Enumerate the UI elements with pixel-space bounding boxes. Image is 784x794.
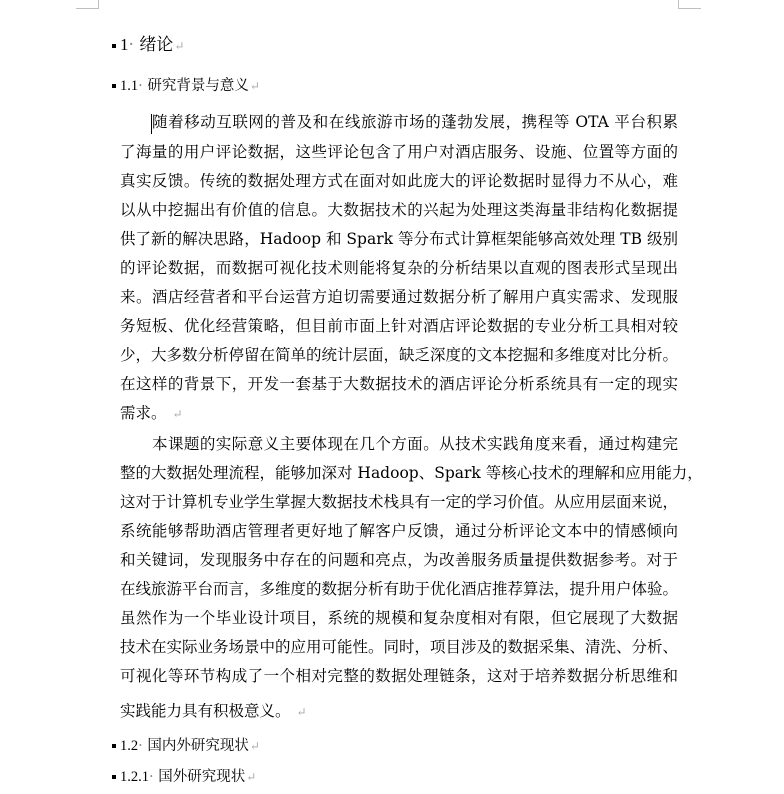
heading-number: 1: [120, 35, 129, 54]
heading-1[interactable]: 1· 绪论↵: [112, 30, 184, 55]
text-line-end: 需求。: [120, 404, 167, 422]
heading-number: 1.1: [120, 78, 139, 94]
page-corner-mark-right: [678, 0, 701, 9]
paragraph-mark-icon: ↵: [296, 705, 307, 719]
text-line-end: 实践能力具有积极意义。: [120, 702, 291, 720]
text-line: 在线旅游平台而言，多维度的数据分析有助于优化酒店推荐算法，提升用户体验。: [120, 580, 679, 598]
heading-title: 国内外研究现状: [147, 738, 249, 754]
text-line: 务短板、优化经营策略，但目前市面上针对酒店评论数据的专业分析工具相对较: [120, 317, 678, 335]
heading-title: 绪论: [139, 35, 174, 55]
text-line: 技术在实际业务场景中的应用可能性。同时，项目涉及的数据采集、清洗、分析、: [120, 638, 679, 656]
heading-title: 研究背景与意义: [147, 78, 249, 94]
paragraph-mark-icon: ↵: [249, 739, 260, 753]
heading-number: 1.2: [120, 738, 139, 754]
heading-1-1[interactable]: 1.1· 研究背景与意义↵: [112, 74, 260, 95]
text-line: 了海量的用户评论数据，这些评论包含了用户对酒店服务、设施、位置等方面的: [120, 143, 678, 161]
text-line: [120, 697, 307, 726]
paragraph-mark-icon: ↵: [174, 39, 185, 53]
text-line: 少，大多数分析停留在简单的统计层面，缺乏深度的文本挖掘和多维度对比分析。: [120, 346, 679, 364]
text-line: 供了新的解决思路，Hadoop 和 Spark 等分布式计算框架能够高效处理 TB 级别: [120, 230, 678, 248]
heading-bullet: [112, 744, 116, 748]
text-line: 整的大数据处理流程，能够加深对 Hadoop、Spark 等核心技术的理解和应用能力，: [120, 464, 703, 482]
paragraph-mark-icon: ↵: [246, 770, 257, 784]
text-line: 的评论数据，而数据可视化技术则能将复杂的分析结果以直观的图表形式呈现出: [120, 259, 678, 277]
text-line: 以从中挖掘出有价值的信息。大数据技术的兴起为处理这类海量非结构化数据提: [120, 201, 678, 219]
heading-title: 国外研究现状: [158, 769, 246, 785]
heading-bullet: [112, 44, 116, 48]
heading-1-2-1[interactable]: 1.2.1· 国外研究现状↵: [112, 765, 256, 786]
text-line: 随着移动互联网的普及和在线旅游市场的蓬勃发展，携程等 OTA 平台积累: [152, 113, 678, 131]
heading-1-2[interactable]: 1.2· 国内外研究现状↵: [112, 734, 260, 755]
text-line: 可视化等环节构成了一个相对完整的数据处理链条，这对于培养数据分析思维和: [120, 667, 678, 685]
heading-bullet: [112, 84, 116, 88]
text-line: 虽然作为一个毕业设计项目，系统的规模和复杂度相对有限，但它展现了大数据: [120, 609, 678, 627]
paragraph-mark-icon: ↵: [172, 407, 183, 421]
heading-bullet: [112, 775, 116, 779]
text-line: 系统能够帮助酒店管理者更好地了解客户反馈，通过分析评论文本中的情感倾向: [120, 522, 678, 540]
text-line: [120, 399, 183, 428]
text-line: 本课题的实际意义主要体现在几个方面。从技术实践角度来看，通过构建完: [152, 435, 678, 453]
text-line: 这对于计算机专业学生掌握大数据技术栈具有一定的学习价值。从应用层面来说，: [120, 493, 679, 511]
heading-number: 1.2.1: [120, 769, 149, 785]
text-line: 和关键词，发现服务中存在的问题和亮点，为改善服务质量提供数据参考。对于: [120, 551, 678, 569]
page-corner-mark-left: [76, 0, 99, 9]
paragraph-mark-icon: ↵: [249, 79, 260, 93]
text-line: 在这样的背景下，开发一套基于大数据技术的酒店评论分析系统具有一定的现实: [120, 375, 678, 393]
text-line: 真实反馈。传统的数据处理方式在面对如此庞大的评论数据时显得力不从心，难: [120, 172, 678, 190]
text-line: 来。酒店经营者和平台运营方迫切需要通过数据分析了解用户真实需求、发现服: [120, 288, 678, 306]
